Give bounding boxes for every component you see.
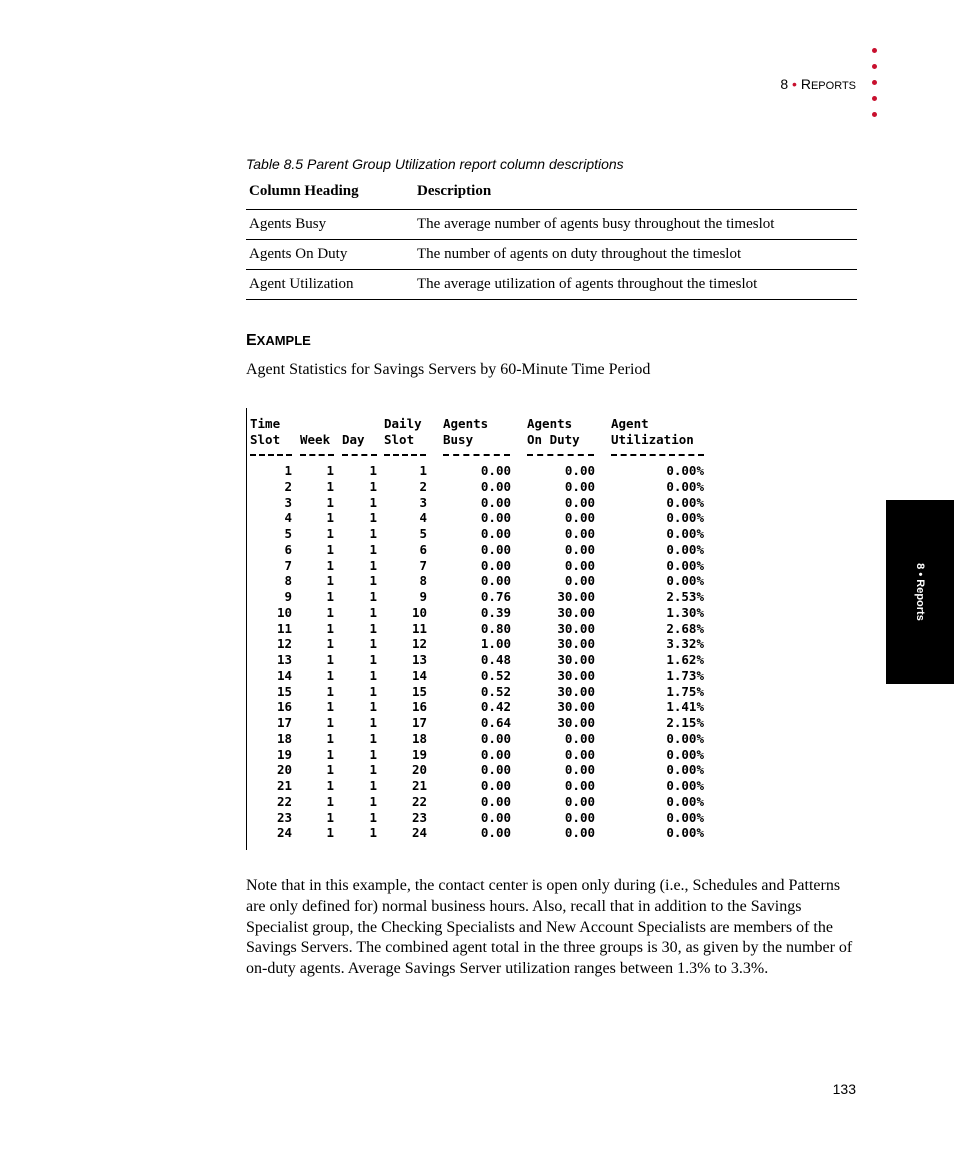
report-cell: 0.00	[480, 809, 511, 825]
report-cell: 3	[284, 494, 292, 510]
report-cell: 0.00	[564, 730, 595, 746]
report-cell: 1	[369, 463, 377, 478]
report-cell: 1	[326, 667, 334, 683]
report-column-header: Daily	[384, 416, 422, 431]
report-cell: 11	[276, 620, 292, 636]
report-column-header: Agent	[611, 416, 649, 431]
report-cell: 1	[369, 715, 377, 730]
report-cell: 1	[369, 699, 377, 715]
table-row	[246, 210, 857, 240]
report-cell: 0.00	[564, 526, 595, 541]
report-cell: 7	[284, 557, 292, 573]
report-cell: 10	[276, 604, 292, 620]
report-cell: 30.00	[557, 636, 595, 652]
report-cell: 1.00	[480, 636, 511, 652]
report-cell: 1	[326, 510, 334, 526]
report-cell: 17	[411, 715, 427, 730]
report-cell: 1	[326, 762, 334, 778]
report-cell: 0.00%	[666, 510, 704, 526]
report-cell: 5	[419, 526, 427, 541]
report-cell: 1	[326, 652, 334, 667]
column-separator	[384, 454, 426, 457]
report-cell: 1	[369, 557, 377, 573]
report-cell: 1.62%	[666, 652, 704, 667]
report-cell: 18	[411, 730, 427, 746]
report-cell: 1	[326, 699, 334, 715]
report-cell: 22	[411, 793, 427, 809]
chapter-number: 8	[780, 76, 789, 92]
report-cell: 0.00%	[666, 730, 704, 746]
running-head	[780, 76, 856, 92]
report-cell: 1	[326, 478, 334, 494]
report-cell: 2.15%	[666, 715, 704, 730]
column-separator	[300, 454, 334, 457]
report-cell: 18	[276, 730, 292, 746]
table-header-row	[246, 180, 857, 210]
report-cell: 0.00	[480, 825, 511, 841]
report-cell: 0.00	[564, 778, 595, 793]
column-separator	[250, 454, 292, 457]
report-cell: 1	[369, 526, 377, 541]
report-cell: 1	[369, 746, 377, 762]
column-separator	[342, 454, 377, 457]
report-cell: 1	[369, 604, 377, 620]
chapter-rest: EPORTS	[810, 80, 856, 92]
report-cell: 30.00	[557, 620, 595, 636]
report-cell: 1	[326, 809, 334, 825]
table-cell: The average utilization of agents throughout the timeslot	[414, 270, 857, 300]
report-cell: 15	[411, 683, 427, 699]
report-cell: 4	[419, 510, 427, 526]
report-cell: 0.00%	[666, 526, 704, 541]
report-cell: 0.00%	[666, 541, 704, 557]
report-cell: 3.32%	[666, 636, 704, 652]
report-cell: 16	[276, 699, 292, 715]
report-cell: 11	[411, 620, 427, 636]
report-cell: 7	[419, 557, 427, 573]
report-column-header: Utilization	[611, 432, 694, 447]
report-cell: 1	[369, 730, 377, 746]
report-cell: 19	[411, 746, 427, 762]
table-caption: Table 8.5 Parent Group Utilization report column descriptions	[246, 156, 624, 172]
report-cell: 6	[419, 541, 427, 557]
table-cell: Agent Utilization	[246, 270, 414, 300]
report-cell: 0.00%	[666, 557, 704, 573]
report-cell: 1	[326, 604, 334, 620]
report-cell: 1	[369, 762, 377, 778]
report-listing	[246, 408, 717, 850]
report-cell: 1.30%	[666, 604, 704, 620]
report-cell: 19	[276, 746, 292, 762]
report-cell: 1.41%	[666, 699, 704, 715]
report-cell: 8	[419, 573, 427, 589]
report-cell: 1	[369, 636, 377, 652]
report-cell: 30.00	[557, 715, 595, 730]
report-cell: 1	[326, 494, 334, 510]
report-cell: 2	[419, 478, 427, 494]
report-cell: 30.00	[557, 652, 595, 667]
report-cell: 1	[369, 510, 377, 526]
report-cell: 9	[284, 589, 292, 604]
report-cell: 1	[369, 825, 377, 841]
report-cell: 0.00	[564, 478, 595, 494]
report-cell: 1	[326, 620, 334, 636]
dot-icon	[872, 64, 877, 69]
report-cell: 0.00	[480, 510, 511, 526]
report-cell: 0.00	[480, 573, 511, 589]
note-paragraph: Note that in this example, the contact center is open only during (i.e., Schedules and Patterns are only defined for) normal business hours. Also, recall that in addition to the Savings Specialist group, the Checking Specialists and New Account Specialists are members of the Savings Servers. The combined agent total in the three groups is 30, as given by the number of on-duty agents. Average Savings Server utilization ranges between 1.3% to 3.3%.	[246, 877, 853, 978]
report-cell: 1	[284, 463, 292, 478]
report-cell: 9	[419, 589, 427, 604]
report-cell: 1	[369, 793, 377, 809]
report-cell: 0.48	[480, 652, 511, 667]
report-cell: 15	[276, 683, 292, 699]
report-column-header: Slot	[250, 432, 281, 447]
report-cell: 14	[411, 667, 427, 683]
report-cell: 0.00%	[666, 825, 704, 841]
report-cell: 2.68%	[666, 620, 704, 636]
report-cell: 0.00	[480, 541, 511, 557]
report-cell: 1	[326, 573, 334, 589]
report-cell: 0.00	[564, 793, 595, 809]
report-cell: 17	[276, 715, 292, 730]
report-cell: 0.00	[564, 825, 595, 841]
report-cell: 1	[369, 494, 377, 510]
table-cell: Agents On Duty	[246, 240, 414, 270]
section-heading	[246, 332, 311, 350]
report-cell: 1.73%	[666, 667, 704, 683]
table-cell: The average number of agents busy throughout the timeslot	[414, 210, 857, 240]
report-cell: 0.00%	[666, 463, 704, 478]
report-cell: 1	[326, 526, 334, 541]
column-separator	[443, 454, 510, 457]
report-cell: 0.00%	[666, 746, 704, 762]
report-cell: 20	[411, 762, 427, 778]
report-cell: 3	[419, 494, 427, 510]
report-cell: 0.00%	[666, 573, 704, 589]
report-cell: 1	[326, 730, 334, 746]
report-cell: 0.00	[564, 494, 595, 510]
report-cell: 24	[276, 825, 292, 841]
report-cell: 1	[369, 652, 377, 667]
report-cell: 21	[411, 778, 427, 793]
report-cell: 0.80	[480, 620, 511, 636]
report-cell: 1	[326, 541, 334, 557]
report-cell: 0.00	[480, 463, 511, 478]
column-description-table	[246, 180, 857, 300]
report-cell: 0.00	[564, 573, 595, 589]
report-cell: 30.00	[557, 589, 595, 604]
table-cell: The number of agents on duty throughout the timeslot	[414, 240, 857, 270]
report-cell: 1	[369, 778, 377, 793]
report-cell: 0.00	[564, 746, 595, 762]
report-cell: 5	[284, 526, 292, 541]
report-cell: 0.76	[480, 589, 511, 604]
report-cell: 0.52	[480, 667, 511, 683]
report-cell: 1	[326, 463, 334, 478]
table-row	[246, 240, 857, 270]
report-cell: 0.00	[480, 494, 511, 510]
dot-icon	[872, 48, 877, 53]
report-cell: 0.00	[480, 793, 511, 809]
report-cell: 1	[419, 463, 427, 478]
heading-initial: E	[246, 332, 257, 349]
report-cell: 0.00	[564, 762, 595, 778]
report-cell: 0.64	[480, 715, 511, 730]
table-cell: Agents Busy	[246, 210, 414, 240]
report-cell: 1.75%	[666, 683, 704, 699]
report-cell: 10	[411, 604, 427, 620]
report-cell: 0.00%	[666, 494, 704, 510]
report-cell: 8	[284, 573, 292, 589]
report-cell: 1	[369, 478, 377, 494]
report-cell: 16	[411, 699, 427, 715]
dot-icon	[872, 80, 877, 85]
report-cell: 4	[284, 510, 292, 526]
report-cell: 12	[411, 636, 427, 652]
report-cell: 0.00%	[666, 778, 704, 793]
report-cell: 0.52	[480, 683, 511, 699]
report-cell: 20	[276, 762, 292, 778]
report-cell: 1	[326, 589, 334, 604]
report-column-header: Day	[342, 432, 365, 447]
report-cell: 0.42	[480, 699, 511, 715]
report-cell: 0.00%	[666, 793, 704, 809]
report-cell: 1	[369, 620, 377, 636]
report-column-header: Agents	[527, 416, 573, 431]
report-cell: 1	[369, 809, 377, 825]
report-cell: 1	[326, 683, 334, 699]
report-cell: 30.00	[557, 667, 595, 683]
report-cell: 0.00%	[666, 762, 704, 778]
report-cell: 1	[369, 573, 377, 589]
report-cell: 1	[326, 778, 334, 793]
report-column-header: Busy	[443, 432, 474, 447]
report-cell: 12	[276, 636, 292, 652]
report-column-header: On Duty	[527, 432, 580, 447]
report-cell: 1	[326, 825, 334, 841]
report-cell: 23	[276, 809, 292, 825]
report-cell: 0.00	[480, 478, 511, 494]
report-cell: 1	[326, 557, 334, 573]
report-cell: 0.00	[480, 730, 511, 746]
report-cell: 0.00	[564, 557, 595, 573]
report-cell: 23	[411, 809, 427, 825]
dot-icon	[872, 96, 877, 101]
report-cell: 2	[284, 478, 292, 494]
report-cell: 1	[369, 683, 377, 699]
column-header: Column Heading	[249, 183, 359, 199]
report-cell: 0.00%	[666, 809, 704, 825]
report-cell: 6	[284, 541, 292, 557]
report-cell: 0.00	[564, 809, 595, 825]
chapter-initial: R	[800, 76, 811, 92]
column-header: Description	[417, 183, 492, 199]
table-row	[246, 270, 857, 300]
side-tab-label: 8 • Reports	[914, 563, 926, 621]
report-cell: 0.00	[480, 762, 511, 778]
report-column-header: Slot	[384, 432, 415, 447]
report-cell: 1	[326, 636, 334, 652]
report-cell: 0.39	[480, 604, 511, 620]
report-cell: 0.00	[480, 526, 511, 541]
report-cell: 0.00	[480, 746, 511, 762]
report-column-header: Week	[300, 432, 331, 447]
chapter-side-tab	[886, 500, 954, 684]
report-cell: 30.00	[557, 683, 595, 699]
report-cell: 1	[369, 667, 377, 683]
example-subtitle: Agent Statistics for Savings Servers by 60-Minute Time Period	[246, 361, 651, 378]
report-cell: 13	[411, 652, 427, 667]
report-cell: 1	[369, 589, 377, 604]
report-cell: 0.00	[564, 463, 595, 478]
report-cell: 1	[326, 715, 334, 730]
report-cell: 30.00	[557, 604, 595, 620]
report-cell: 24	[411, 825, 427, 841]
report-cell: 1	[369, 541, 377, 557]
report-column-header: Time	[250, 416, 281, 431]
report-cell: 13	[276, 652, 292, 667]
report-cell: 21	[276, 778, 292, 793]
report-cell: 30.00	[557, 699, 595, 715]
report-cell: 22	[276, 793, 292, 809]
report-cell: 0.00%	[666, 478, 704, 494]
report-column-header: Agents	[443, 416, 489, 431]
margin-dots-decoration	[872, 48, 877, 128]
report-cell: 0.00	[480, 557, 511, 573]
report-cell: 0.00	[480, 778, 511, 793]
bullet: •	[792, 76, 797, 92]
column-separator	[527, 454, 594, 457]
column-separator	[611, 454, 704, 457]
heading-rest: XAMPLE	[256, 333, 311, 348]
dot-icon	[872, 112, 877, 117]
report-cell: 1	[326, 746, 334, 762]
report-cell: 0.00	[564, 541, 595, 557]
report-cell: 0.00	[564, 510, 595, 526]
report-cell: 2.53%	[666, 589, 704, 604]
page-number: 133	[832, 1081, 856, 1097]
report-cell: 1	[326, 793, 334, 809]
report-cell: 14	[276, 667, 292, 683]
